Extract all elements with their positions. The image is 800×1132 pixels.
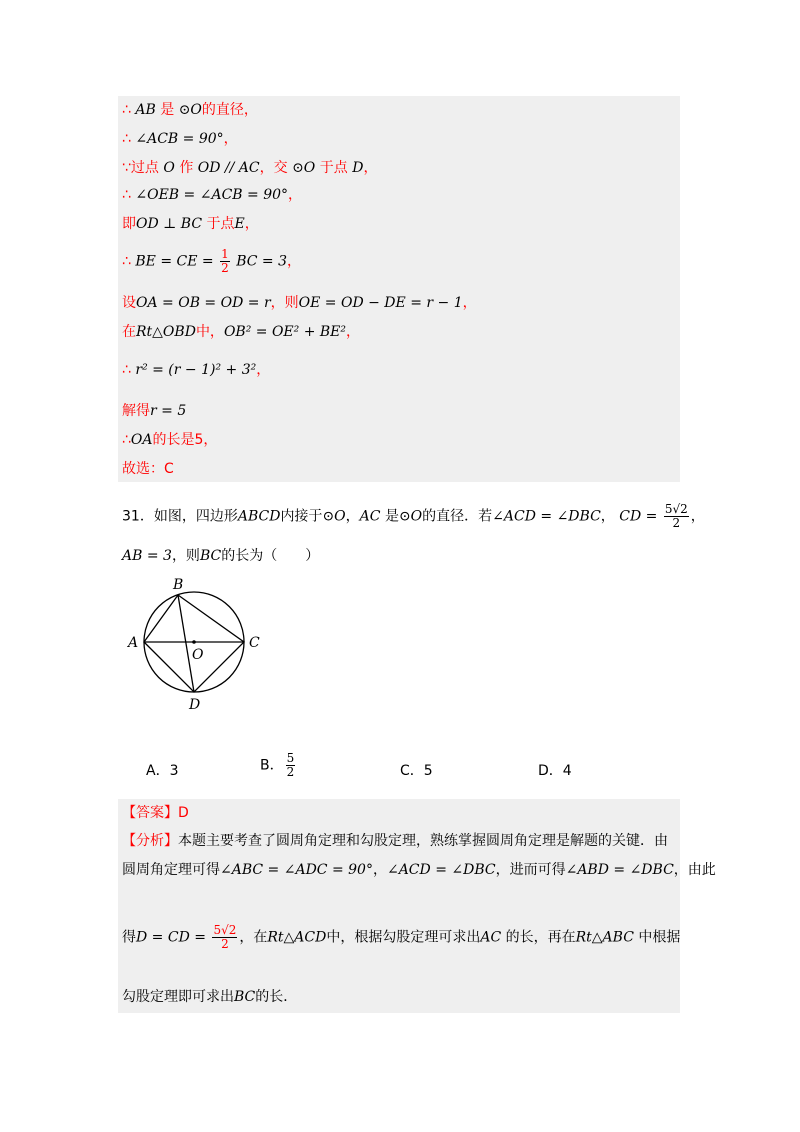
- fraction: $\frac{5√2}{2}$: [213, 923, 237, 951]
- solution-line-5: 即OD ⊥ BC 于点E，: [122, 216, 259, 232]
- fraction: $\frac{5√2}{2}$: [664, 502, 688, 530]
- solution-line-3: ∵过点 O 作 OD // AC，交 ⊙O 于点 D，: [122, 160, 378, 176]
- analysis-line-3: 得D = CD = $\frac{5√2}{2}$ ，在Rt△ACD中，根据勾股定理可求出AC 的长，再在Rt△ABC 中根据: [122, 923, 681, 951]
- analysis-line-2: 圆周角定理可得∠ABC = ∠ADC = 90°，∠ACD = ∠DBC，进而可得∠ABD = ∠DBC，由此: [122, 862, 716, 878]
- center-point: [192, 640, 196, 644]
- solution-line-8: 在Rt△OBD中，OB² = OE² + BE²，: [122, 324, 361, 340]
- solution-line-10: 解得r = 5: [122, 403, 187, 419]
- question-line-2: AB = 3，则BC的长为（ ）: [122, 548, 320, 564]
- diagonal-bd: [178, 595, 194, 692]
- option-c: C．5: [400, 763, 433, 779]
- circle-figure: [124, 575, 274, 715]
- label-b: B: [173, 577, 184, 593]
- solution-line-4: ∴ ∠OEB = ∠ACB = 90°，: [122, 187, 303, 203]
- option-a: A．3: [146, 763, 179, 779]
- analysis-line-4: 勾股定理即可求出BC的长．: [122, 989, 298, 1005]
- label-a: A: [128, 635, 139, 651]
- solution-line-1: ∴ AB 是 ⊙O的直径，: [122, 102, 258, 118]
- solution-line-2: ∴ ∠ACB = 90°，: [122, 131, 238, 147]
- fraction: $\frac{5}{2}$: [286, 751, 295, 779]
- option-d: D．4: [538, 763, 572, 779]
- fraction: $\frac{1}{2}$: [221, 247, 229, 275]
- label-d: D: [189, 697, 201, 713]
- question-line-1: 31．如图，四边形ABCD内接于⊙O，AC 是⊙O的直径．若∠ACD = ∠DBC， CD = $\frac{5√2}{2}$ ，: [122, 502, 705, 530]
- solution-line-9: ∴ r² = (r − 1)² + 3²，: [122, 362, 271, 378]
- solution-line-6: ∴ BE = CE = $\frac{1}{2}$ BC = 3，: [122, 247, 301, 275]
- solution-box: [118, 96, 680, 482]
- solution-line-12: 故选：C: [122, 461, 174, 477]
- solution-line-11: ∴OA的长是5，: [122, 432, 218, 448]
- label-c: C: [249, 635, 260, 651]
- answer-line: 【答案】D: [122, 805, 189, 821]
- label-o: O: [192, 647, 204, 663]
- solution-line-7: 设OA = OB = OD = r，则OE = OD − DE = r − 1，: [122, 295, 477, 311]
- option-b: B． $\frac{5}{2}$: [260, 751, 295, 779]
- analysis-line-1: 【分析】本题主要考查了圆周角定理和勾股定理，熟练掌握圆周角定理是解题的关键．由: [122, 833, 668, 849]
